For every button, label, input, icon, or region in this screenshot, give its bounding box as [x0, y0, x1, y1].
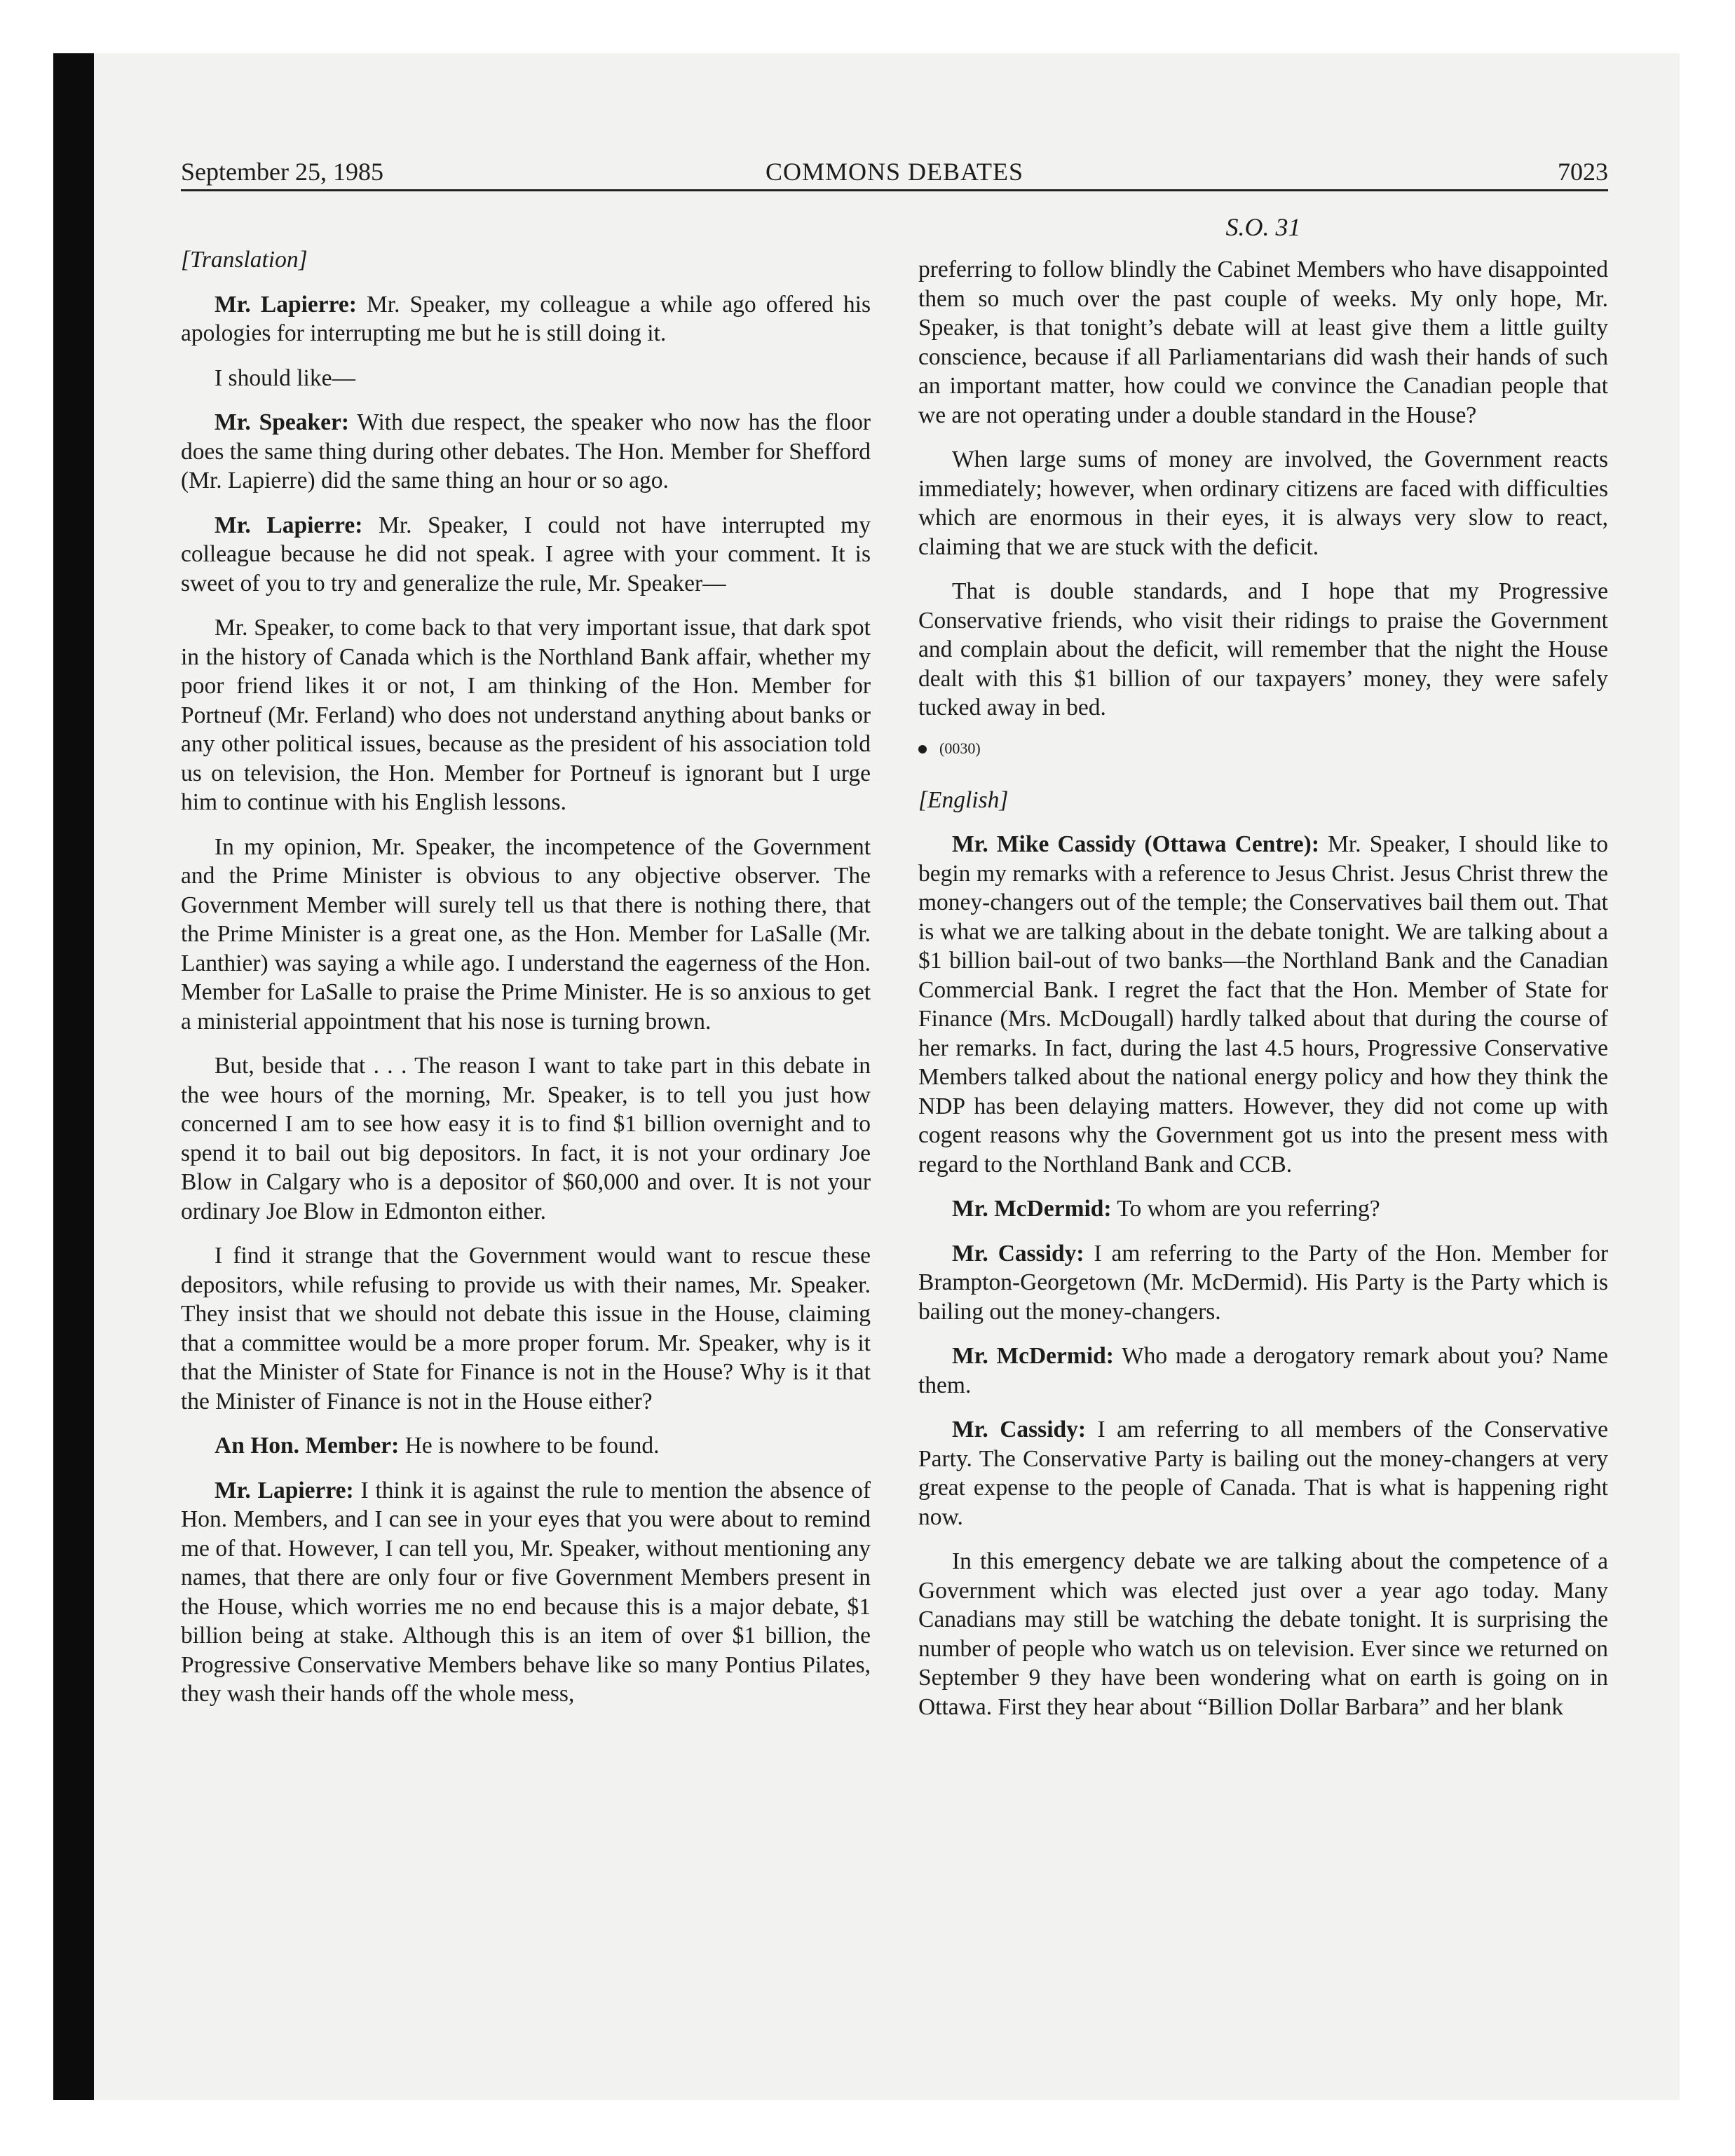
scan-binding-edge	[53, 53, 94, 2100]
header-date: September 25, 1985	[181, 158, 383, 186]
speech-paragraph	[181, 1431, 871, 1461]
bullet-icon	[918, 745, 927, 753]
right-column	[918, 255, 1608, 1737]
body-paragraph: Mr. Speaker, to come back to that very important issue, that dark spot in the history of Canada which is the Northland Bank affair, whether my poor friend likes it or not, I am thinking of the Hon. Member for Portneuf (Mr. Ferland) who does not understand anything about banks or any other political issues, because as the president of his association told us on television, the Hon. Member for Portneuf is ignorant but I urge him to continue with his English lessons.	[181, 615, 871, 815]
speaker-name: Mr. Speaker:	[215, 409, 349, 435]
speech-text: To whom are you referring?	[1111, 1196, 1380, 1222]
speaker-name: Mr. Lapierre:	[215, 291, 357, 318]
language-note: [Translation]	[181, 247, 308, 273]
body-paragraph: In my opinion, Mr. Speaker, the incompetence of the Government and the Prime Minister is obvious to any objective observer. The Government Member will surely tell us that there is nothing there, that the Prime Minister is a great one, as the Hon. Member for LaSalle (Mr. Lanthier) was saying a while ago. I understand the eagerness of the Hon. Member for LaSalle to praise the Prime Minister. He is so anxious to get a ministerial appointment that his nose is turning brown.	[181, 833, 871, 1035]
speech-paragraph	[918, 1342, 1608, 1400]
speaker-name: Mr. Lapierre:	[215, 1477, 354, 1503]
speech-paragraph	[918, 1415, 1608, 1531]
time-marker	[918, 738, 1608, 759]
body-paragraph: But, beside that . . . The reason I want to take part in this debate in the wee hours of the morning, Mr. Speaker, is to tell you just how concerned I am to see how easy it is to find $1 billion overnight and to spend it to bail out big depositors. In fact, it is not your ordinary Joe Blow in Calgary who is a depositor of $60,000 and over. It is not your ordinary Joe Blow in Edmonton either.	[181, 1053, 871, 1224]
speech-paragraph	[181, 290, 871, 348]
speech-text: I am referring to all members of the Conservative Party. The Conservative Party is bailing out the money-changers at very great expense to the people of Canada. That is what is happening right now.	[918, 1417, 1608, 1530]
speaker-name: Mr. Mike Cassidy (Ottawa Centre):	[952, 831, 1319, 857]
section-label: S.O. 31	[1225, 213, 1301, 241]
speech-paragraph	[918, 1239, 1608, 1327]
page-number: 7023	[1558, 158, 1608, 186]
speech-text: He is nowhere to be found.	[399, 1433, 660, 1459]
speech-text: I am referring to the Party of the Hon. Member for Brampton-Georgetown (Mr. McDermid). His Party is the Party which is bailing out the money-changers.	[918, 1240, 1608, 1325]
speech-paragraph	[181, 1476, 871, 1709]
continued-paragraph: preferring to follow blindly the Cabinet Members who have disappointed them so much over the past couple of weeks. My only hope, Mr. Speaker, is that tonight’s debate will at least give them a little guilty conscience, because if all Parliamentarians did wash their hands of such an important matter, how could we convince the Canadian people that we are not operating under a double standard in the House?	[918, 257, 1608, 428]
document-page	[181, 156, 1608, 1950]
header-title: COMMONS DEBATES	[765, 158, 1024, 186]
speech-text: Mr. Speaker, I should like to begin my remarks with a reference to Jesus Christ. Jesus Christ threw the money-changers out of the temple; the Conservatives bail them out. That is what we are talking about in the debate tonight. We are talking about a $1 billion bail-out of two banks—the Northland Bank and the Canadian Commercial Bank. I regret the fact that the Hon. Member of State for Finance (Mrs. McDougall) hardly talked about that during the course of her remarks. In fact, during the last 4.5 hours, Progressive Conservative Members talked about the national energy policy and how they think the NDP has been delaying matters. However, they did not come up with cogent reasons why the Government got us into the present mess with regard to the Northland Bank and CCB.	[918, 831, 1608, 1178]
speaker-name: Mr. McDermid:	[952, 1196, 1112, 1222]
speaker-name: Mr. Cassidy:	[952, 1417, 1087, 1442]
time-marker-text: (0030)	[939, 739, 981, 757]
speech-paragraph	[181, 511, 871, 599]
speaker-name: Mr. Cassidy:	[952, 1240, 1084, 1267]
body-paragraph: I should like—	[215, 364, 355, 391]
speech-text: Who made a derogatory remark about you? Name them.	[918, 1343, 1608, 1398]
speech-text: Mr. Speaker, my colleague a while ago offered his apologies for interrupting me but he is still doing it.	[181, 291, 871, 346]
speech-text: Mr. Speaker, I could not have interrupted my colleague because he did not speak. I agree with your comment. It is sweet of you to try and generalize the rule, Mr. Speaker—	[181, 512, 871, 596]
speaker-name: Mr. Lapierre:	[215, 512, 363, 538]
body-paragraph: In this emergency debate we are talking about the competence of a Government which was elected just over a year ago today. Many Canadians may still be watching the debate tonight. It is surprising the number of people who watch us on television. Ever since we returned on September 9 they have been wondering what on earth is going on in Ottawa. First they hear about “Billion Dollar Barbara” and her blank	[918, 1548, 1608, 1720]
speech-text: I think it is against the rule to mention the absence of Hon. Members, and I can see in your eyes that you were about to remind me of that. However, I can tell you, Mr. Speaker, without mentioning any names, that there are only four or five Government Members present in the House, which worries me no end because this is a major debate, $1 billion being at stake. Although this is an item of over $1 billion, the Progressive Conservative Members behave like so many Pontius Pilates, they wash their hands off the whole mess,	[181, 1477, 871, 1707]
speaker-name: An Hon. Member:	[215, 1433, 400, 1459]
body-paragraph: That is double standards, and I hope that my Progressive Conservative friends, who visit their ridings to praise the Government and complain about the deficit, will remember that the night the House dealt with this $1 billion of our taxpayers’ money, they were safely tucked away in bed.	[918, 578, 1608, 721]
speech-paragraph	[181, 408, 871, 496]
speech-paragraph	[918, 830, 1608, 1179]
speaker-name: Mr. McDermid:	[952, 1343, 1114, 1369]
body-paragraph: I find it strange that the Government would want to rescue these depositors, while refusing to provide us with their names, Mr. Speaker. They insist that we should not debate this issue in the House, claiming that a committee would be a more proper forum. Mr. Speaker, why is it that the Minister of State for Finance is not in the House? Why is it that the Minister of Finance is not in the House either?	[181, 1243, 871, 1414]
speech-paragraph	[918, 1194, 1608, 1224]
language-note: [English]	[918, 786, 1009, 813]
speech-text: With due respect, the speaker who now has the floor does the same thing during other debates. The Hon. Member for Shefford (Mr. Lapierre) did the same thing an hour or so ago.	[181, 409, 871, 493]
running-header	[181, 156, 1608, 191]
left-column	[181, 245, 871, 1724]
body-paragraph: When large sums of money are involved, the Government reacts immediately; however, when ordinary citizens are faced with difficulties which are enormous in their eyes, it is always very slow to react, claiming that we are stuck with the deficit.	[918, 446, 1608, 560]
